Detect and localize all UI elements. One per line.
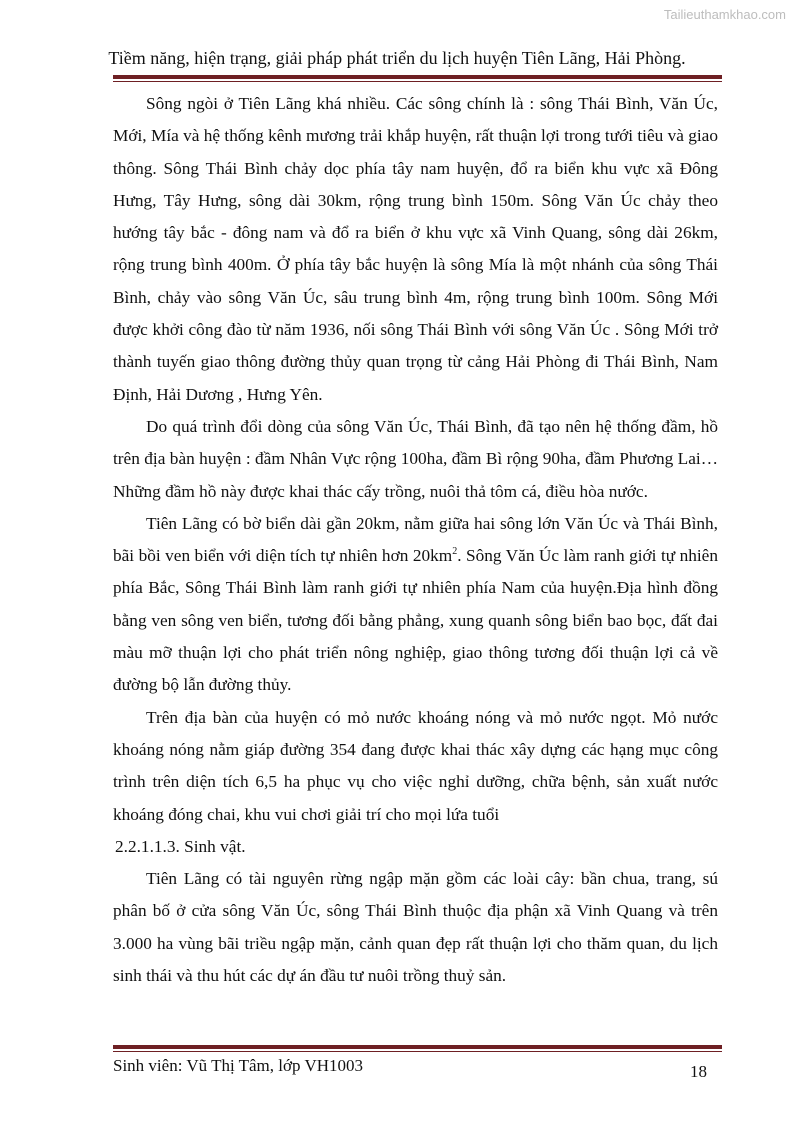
coast-text-before: Tiên Lãng có bờ biển dài gần 20km, nằm giữa hai sông lớn Văn Úc và Thái Bình, bãi bồi ven biển với diện tích tự nhiên hơn 20km xyxy=(113,513,718,566)
paragraph-lagoons: Do quá trình đổi dòng của sông Văn Úc, Thái Bình, đã tạo nên hệ thống đầm, hồ trên địa bàn huyện : đầm Nhân Vực rộng 100ha, đầm Bì rộng 90ha, đầm Phương Lai…Những đầm hồ này được khai thác cấy trồng, nuôi thả tôm cá, điều hòa nước. xyxy=(113,416,718,501)
paragraph-rivers: Sông ngòi ở Tiên Lãng khá nhiều. Các sông chính là : sông Thái Bình, Văn Úc, Mới, Mía và hệ thống kênh mương trải khắp huyện, rất thuận lợi trong tưới tiêu và giao thông. Sông Thái Bình chảy dọc phía tây nam huyện, đổ ra biển khu vực xã Đông Hưng, Tây Hưng, sông dài 30km, rộng trung bình 150m. Sông Văn Úc chảy theo hướng tây bắc - đông nam và đổ ra biển ở khu vực xã Vinh Quang, sông dài 26km, rộng trung bình 400m. Ở phía tây bắc huyện là sông Mía là một nhánh của sông Thái Bình, chảy vào sông Văn Úc, sâu trung bình 4m, rộng trung bình 100m. Sông Mới được khởi công đào từ năm 1936, nối sông Thái Bình với sông Văn Úc . Sông Mới trở thành tuyến giao thông đường thủy quan trọng từ cảng Hải Phòng đi Thái Bình, Nam Định, Hải Dương , Hưng Yên. xyxy=(113,94,718,404)
body-text xyxy=(113,88,718,992)
section-heading: 2.2.1.1.3. Sinh vật. xyxy=(115,836,246,856)
coast-superscript: 2 xyxy=(452,546,458,558)
footer-rule-thin xyxy=(113,1051,722,1052)
paragraph-coast xyxy=(113,508,718,702)
paragraph-mangroves: Tiên Lãng có tài nguyên rừng ngập mặn gồm các loài cây: bần chua, trang, sú phân bố ở cửa sông Văn Úc, sông Thái Bình thuộc địa phận xã Vinh Quang và trên 3.000 ha vùng bãi triều ngập mặn, cảnh quan đẹp rất thuận lợi cho thăm quan, du lịch sinh thái và thu hút các dự án đầu tư nuôi trồng thuỷ sản. xyxy=(113,869,718,986)
paragraph-mineral-water: Trên địa bàn của huyện có mỏ nước khoáng nóng và mỏ nước ngọt. Mỏ nước khoáng nóng nằm giáp đường 354 đang được khai thác xây dựng các hạng mục công trình trên diện tích 6,5 ha phục vụ cho việc nghỉ dưỡng, chữa bệnh, sản xuất nước khoáng đóng chai, khu vui chơi giải trí cho mọi lứa tuổi xyxy=(113,707,718,824)
footer-student: Sinh viên: Vũ Thị Tâm, lớp VH1003 xyxy=(113,1056,363,1075)
coast-text-after: . Sông Văn Úc làm ranh giới tự nhiên phía Bắc, Sông Thái Bình làm ranh giới tự nhiên phía Nam của huyện.Địa hình đồng bằng ven sông ven biển, tương đối bằng phẳng, xung quanh sông biển bao bọc, đất đai màu mỡ thuận lợi cho phát triển nông nghiệp, giao thông tương đối thuận lợi cả về đường bộ lẫn đường thủy. xyxy=(113,546,718,695)
footer-rule-thick xyxy=(113,1045,722,1049)
header-rule-thick xyxy=(113,75,722,79)
header-rule-thin xyxy=(113,81,722,82)
page-number: 18 xyxy=(690,1062,707,1081)
page-header-title: Tiềm năng, hiện trạng, giải pháp phát triển du lịch huyện Tiên Lãng, Hải Phòng. xyxy=(108,48,686,68)
watermark: Tailieuthamkhao.com xyxy=(663,7,786,22)
